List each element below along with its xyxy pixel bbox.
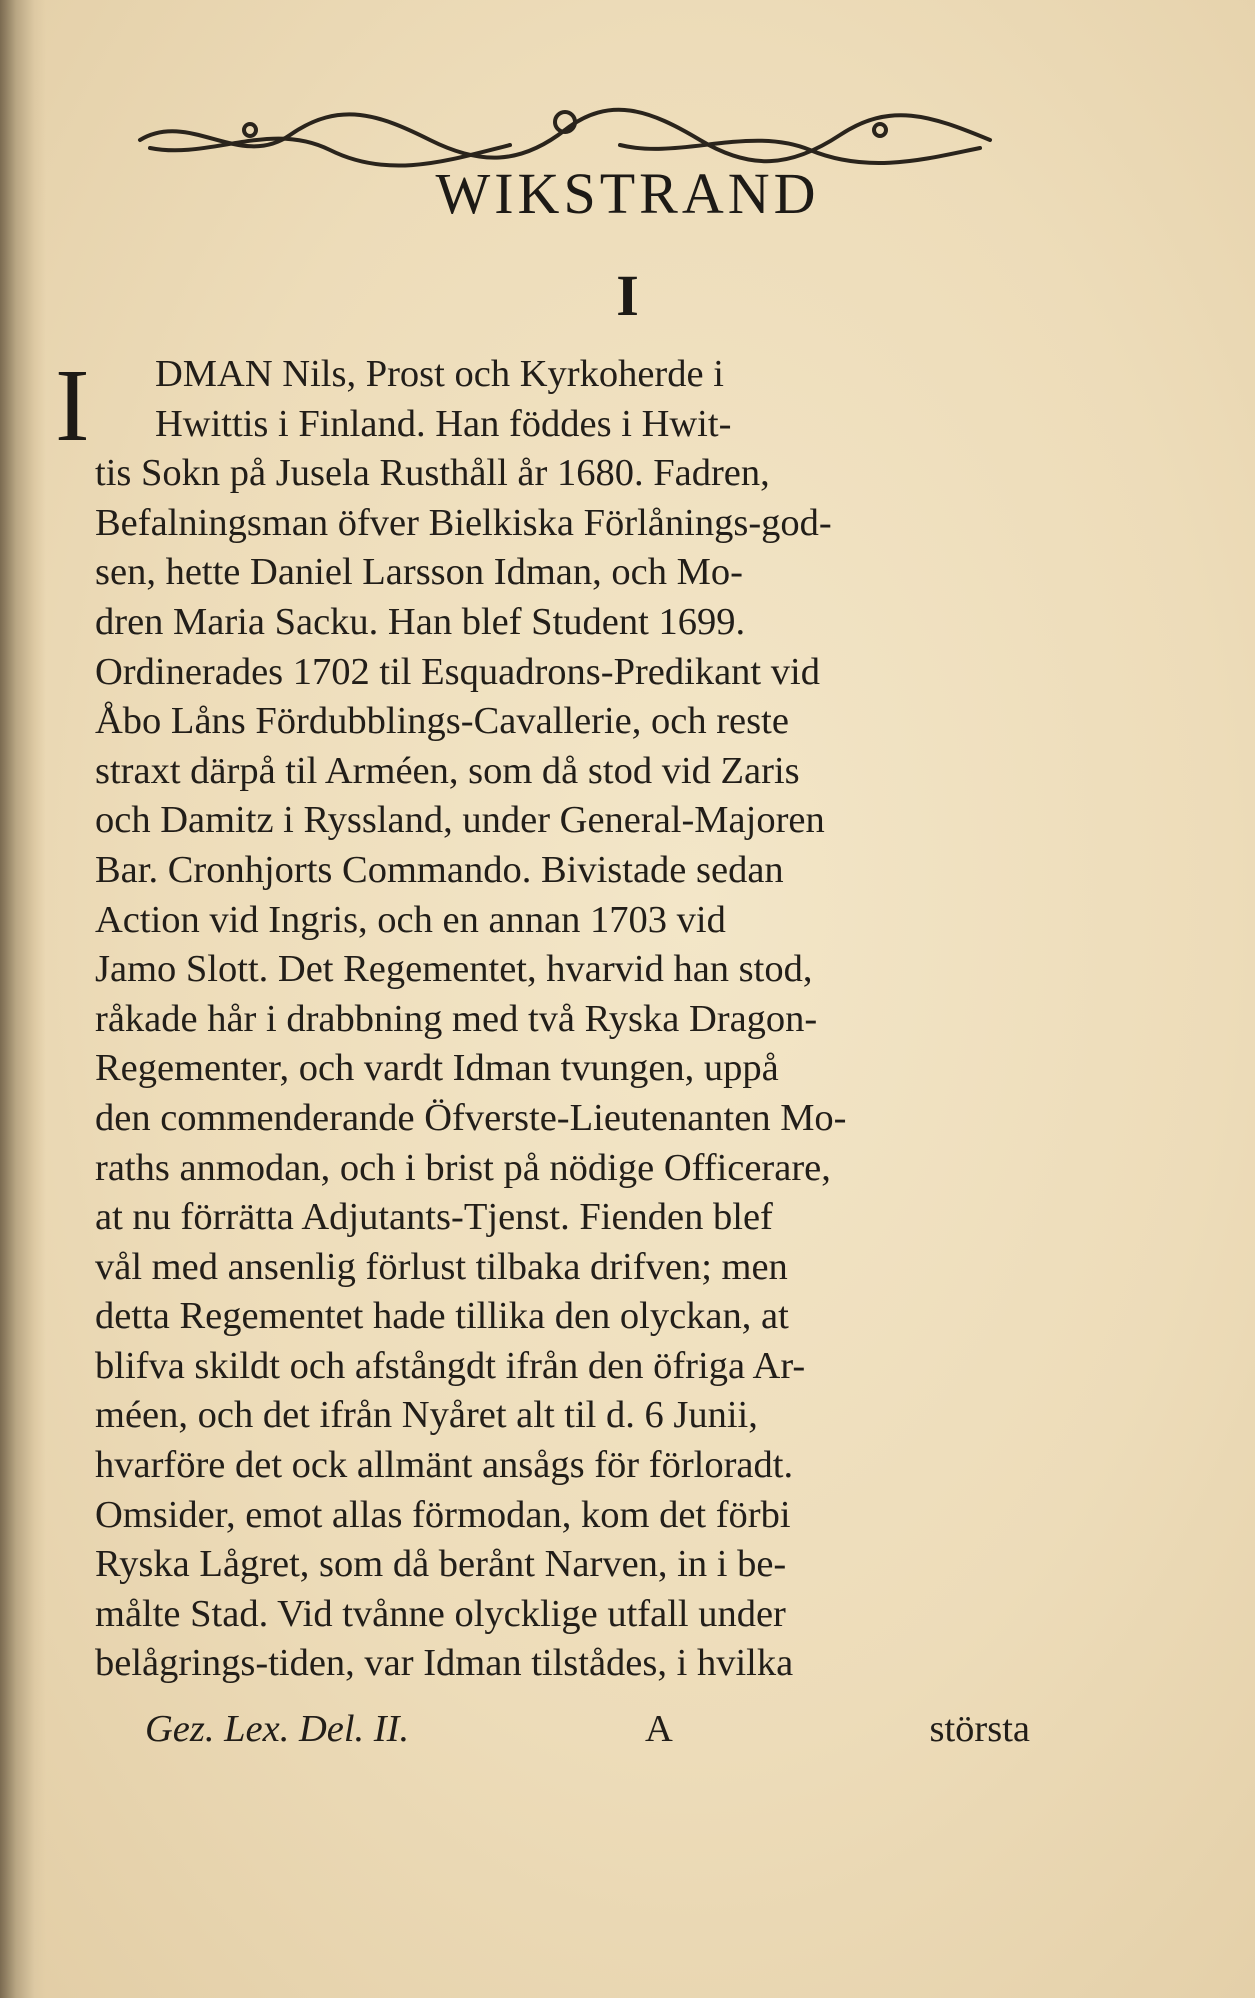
- text-line: Action vid Ingris, och en annan 1703 vid: [95, 898, 726, 941]
- section-letter: I: [616, 263, 639, 328]
- text-line: blifva skildt och afstångdt ifrån den öfriga Ar-: [95, 1344, 806, 1387]
- signature-mark: A: [645, 1708, 673, 1750]
- text-line: tis Sokn på Jusela Rusthåll år 1680. Fadren,: [95, 452, 770, 495]
- text-line: vål med ansenlig förlust tilbaka drifven; men: [95, 1245, 788, 1288]
- text-line: den commenderande Öfverste-Lieutenanten Mo-: [95, 1096, 847, 1139]
- text-line: Omsider, emot allas förmodan, kom det förbi: [95, 1493, 791, 1536]
- text-line: Åbo Låns Fördubblings-Cavallerie, och reste: [95, 700, 789, 743]
- text-line: Jamo Slott. Det Regementet, hvarvid han stod,: [95, 948, 813, 991]
- text-line: dren Maria Sacku. Han blef Student 1699.: [95, 600, 746, 643]
- text-line: Hwittis i Finland. Han föddes i Hwit-: [155, 402, 732, 445]
- signature-note: Gez. Lex. Del. II.: [145, 1708, 410, 1750]
- running-header: WIKSTRAND: [435, 161, 820, 226]
- text-line: sen, hette Daniel Larsson Idman, och Mo-: [95, 551, 743, 594]
- text-line: at nu förrätta Adjutants-Tjenst. Fienden blef: [95, 1196, 773, 1239]
- text-line: målte Stad. Vid tvånne olycklige utfall under: [95, 1592, 786, 1635]
- text-line: och Damitz i Ryssland, under General-Majoren: [95, 799, 825, 842]
- text-line: raths anmodan, och i brist på nödige Officerare,: [95, 1146, 831, 1189]
- drop-cap: I: [55, 348, 90, 463]
- text-line: Befalningsman öfver Bielkiska Förlånings-god-: [95, 501, 832, 544]
- text-line: belågrings-tiden, var Idman tilstådes, i hvilka: [95, 1642, 794, 1685]
- text-line: Ryska Lågret, som då berånt Narven, in i be-: [95, 1543, 787, 1586]
- body-text: [95, 350, 1030, 1689]
- text-line: råkade hår i drabbning med två Ryska Dragon-: [95, 997, 818, 1040]
- text-line: straxt därpå til Arméen, som då stod vid Zaris: [95, 749, 800, 792]
- text-line: detta Regementet hade tillika den olyckan, at: [95, 1295, 789, 1338]
- text-line: Ordinerades 1702 til Esquadrons-Predikant vid: [95, 650, 820, 693]
- page-footer: [145, 1707, 1030, 1757]
- catchword: största: [929, 1708, 1030, 1750]
- text-line: Regementer, och vardt Idman tvungen, uppå: [95, 1047, 779, 1090]
- text-line: Bar. Cronhjorts Commando. Bivistade sedan: [95, 848, 784, 891]
- text-line: méen, och det ifrån Nyåret alt til d. 6 Junii,: [95, 1394, 758, 1437]
- text-line: hvarföre det ock allmänt ansågs för förloradt.: [95, 1444, 794, 1487]
- text-line: DMAN Nils, Prost och Kyrkoherde i: [155, 353, 724, 395]
